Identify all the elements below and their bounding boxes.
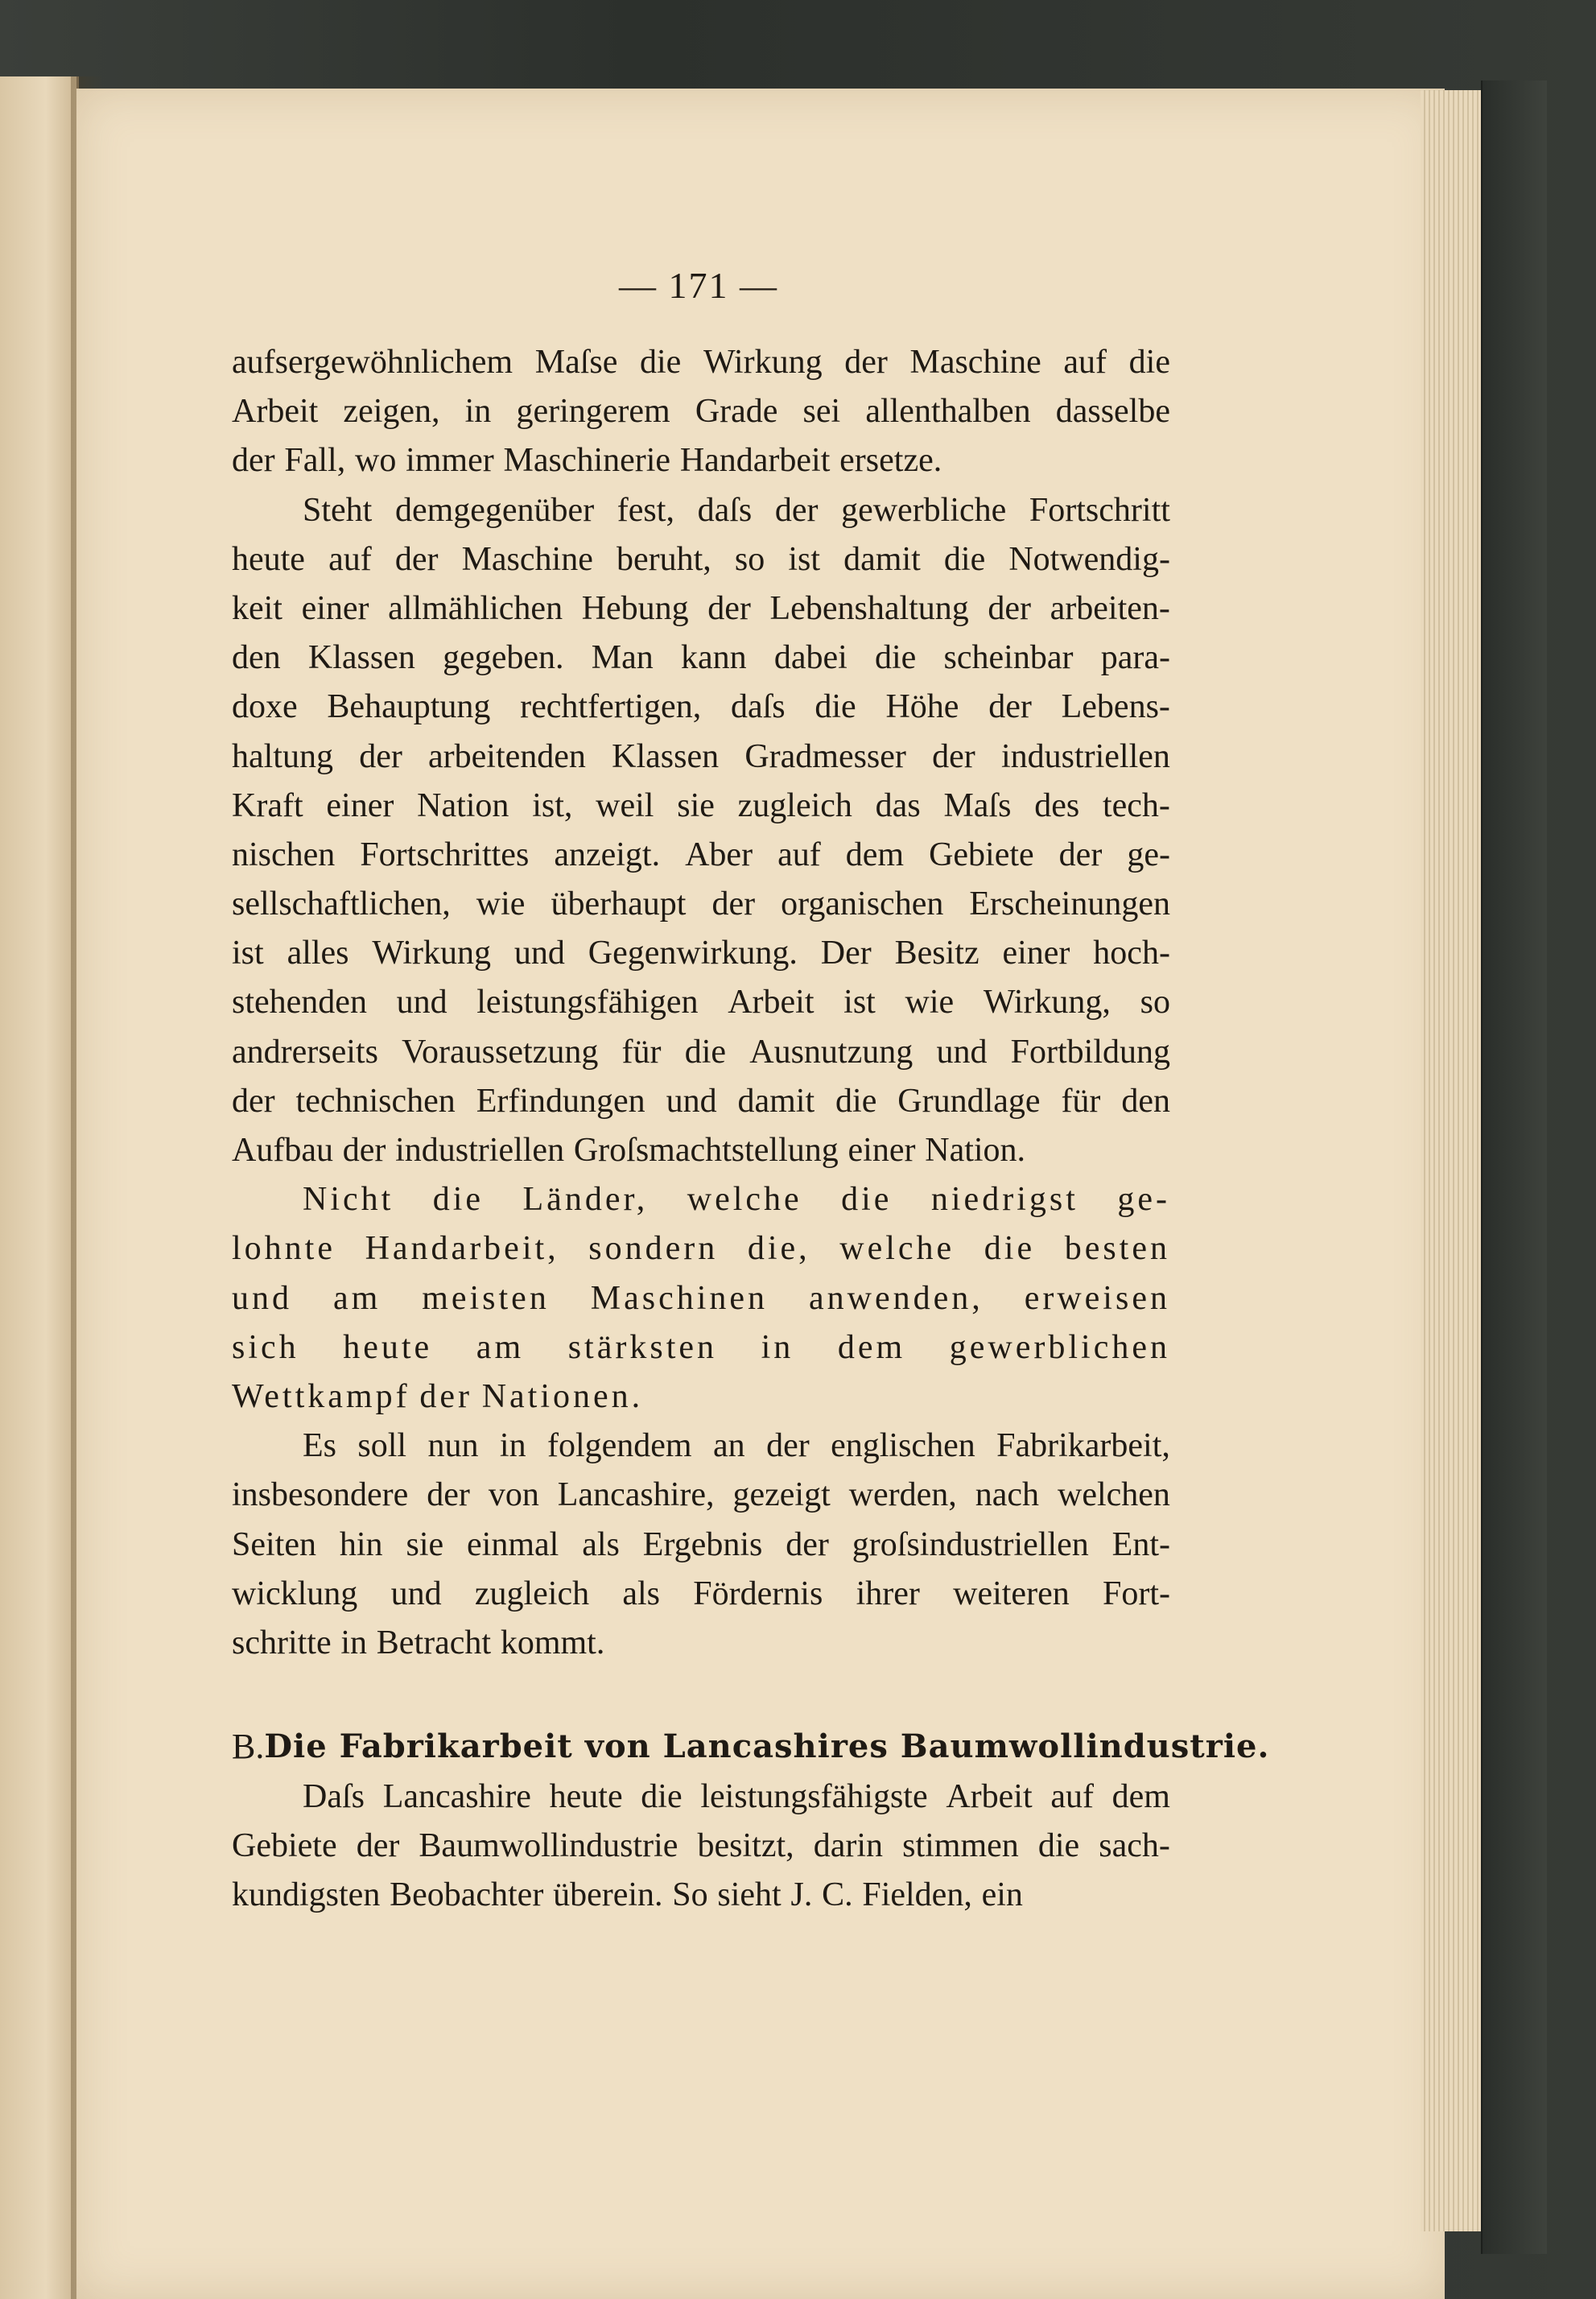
text-line: Seiten hin sie einmal als Ergebnis der groſsindustriellen Ent- [232, 1525, 1170, 1563]
text-line: den Klassen gegeben. Man kann dabei die scheinbar para- [232, 639, 1170, 677]
text-line: Aufbau der industriellen Groſsmachtstellung einer Nation. [232, 1132, 1026, 1169]
text-line: nischen Fortschrittes anzeigt. Aber auf dem Gebiete der ge- [232, 836, 1170, 873]
text-line: stehenden und leistungsfähigen Arbeit ist wie Wirkung, so [232, 984, 1170, 1022]
text-line: Nicht die Länder, welche die niedrigst ge- [303, 1181, 1170, 1219]
text-line: haltung der arbeitenden Klassen Gradmesser der industriellen [232, 737, 1170, 775]
page-number: — 171 — [619, 265, 778, 306]
text-line: kundigsten Beobachter überein. So sieht J. C. Fielden, ein [232, 1876, 1023, 1914]
text-line: Gebiete der Baumwollindustrie besitzt, darin stimmen die sach- [232, 1827, 1170, 1865]
text-line: der technischen Erfindungen und damit die Grundlage für den [232, 1082, 1170, 1120]
page-text [232, 338, 1270, 1921]
back-cover-edge [1481, 80, 1547, 2254]
text-line: schritte in Betracht kommt. [232, 1624, 605, 1661]
section-gap [232, 1668, 1170, 1721]
page-stack-edges [1421, 90, 1483, 2231]
text-line: aufsergewöhnlichem Maſse die Wirkung der Maschine auf die [232, 344, 1170, 381]
text-line: sellschaftlichen, wie überhaupt der organischen Erscheinungen [232, 885, 1170, 923]
text-line: Es soll nun in folgendem an der englischen Fabrikarbeit, [303, 1427, 1170, 1465]
text-line: sich heute am stärksten in dem gewerblichen [232, 1328, 1170, 1366]
text-line: Daſs Lancashire heute die leistungsfähigste Arbeit auf dem [303, 1778, 1170, 1816]
text-line: der Fall, wo immer Maschinerie Handarbeit ersetze. [232, 442, 942, 480]
previous-page-edge [0, 76, 79, 2299]
text-line: Steht demgegenüber fest, daſs der gewerbliche Fortschritt [303, 491, 1170, 529]
text-line: lohnte Handarbeit, sondern die, welche die besten [232, 1230, 1170, 1268]
text-line: Arbeit zeigen, in geringerem Grade sei allenthalben dasselbe [232, 393, 1170, 431]
text-line: ist alles Wirkung und Gegenwirkung. Der Besitz einer hoch- [232, 935, 1170, 972]
section-heading-title: Die Fabrikarbeit von Lancashires Baumwollindustrie. [264, 1727, 1270, 1766]
text-line: insbesondere der von Lancashire, gezeigt werden, nach welchen [232, 1476, 1170, 1514]
text-line: heute auf der Maschine beruht, so ist damit die Notwendig- [232, 540, 1170, 578]
text-line: Wettkampf der Nationen. [232, 1377, 644, 1415]
section-heading [232, 1721, 1270, 1773]
text-line: doxe Behauptung rechtfertigen, daſs die Höhe der Lebens- [232, 688, 1170, 726]
text-line: andrerseits Voraussetzung für die Ausnutzung und Fortbildung [232, 1033, 1170, 1071]
text-line: keit einer allmählichen Hebung der Lebenshaltung der arbeiten- [232, 589, 1170, 627]
text-line: und am meisten Maschinen anwenden, erweisen [232, 1279, 1170, 1317]
section-heading-label: B. [232, 1727, 265, 1767]
text-line: wicklung und zugleich als Fördernis ihrer weiteren Fort- [232, 1575, 1170, 1612]
text-line: Kraft einer Nation ist, weil sie zugleich das Maſs des tech- [232, 786, 1170, 824]
